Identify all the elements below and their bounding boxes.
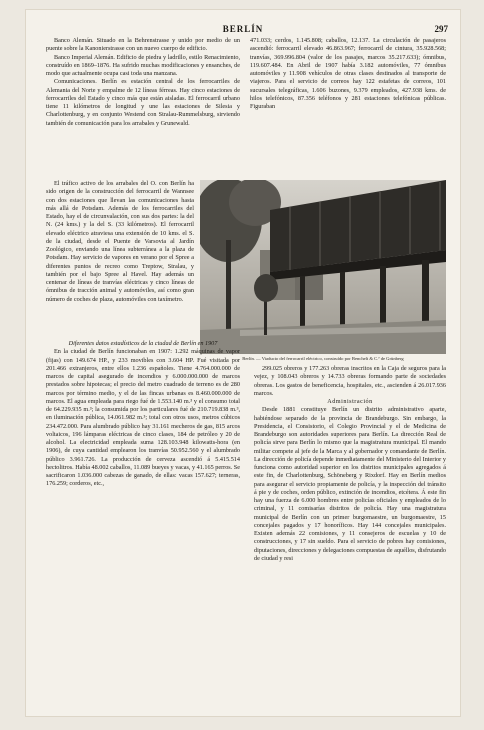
paragraph: En la ciudad de Berlín funcionaban en 1907: 1.292 máquinas de vapor (fijas) con 149.674 HP., y 233 movibles con 3.604 HP. Fué visitada por 201.466 extranjeros, entre ellos 1.236 españoles. Tiene 4.764.000.000 de marcos de capital asegurado de incendios y 6.000.000.000 de marcos prestados sobre hipotecas; el precio del metro cuadrado de terreno es de 280 marcos por término medio, y el de las fincas urbanas es 8.460.000.000 de marcos. El agua empleada para riego fué de 1.553.140 m.³ y el consumo total de 64.229.935 m.³; la consumida por los particulares fué de 210.719.838 m.³, en iluminación pública, 14.061.982 m.³; total con otros usos, metros cúbicos 234.472.000. Para alumbrado público hay 31.161 mecheros de gas, 815 arcos voltaicos, 196 lámparas eléctricas de cinco clases, 184 de petróleo y 20 de alcohol. La electricidad empleada suma 128.103.948 kilowatts-hora (en 1906), de cuya cantidad emplearon los tranvías 50.952.560 y el alumbrado público 3.961.726. La producción de cerveza ascendió á 5.415.514 hectolitros. Había 48.002 caballos, 11.089 bueyes y vacas, y 41.165 perros. Se sacrificaron 1.036.000 cabezas de ganado, de ellas: vacas 157.627; terneras, 176.259; corderos, etc., xyxy=(46,348,240,488)
running-header xyxy=(26,24,460,36)
right-column-top xyxy=(250,37,446,111)
paragraph: Comunicaciones. Berlín es estación central de los ferrocarriles de Alemania del Norte y empalme de 12 líneas férreas. Hay cinco estaciones de ferrocarriles del Estado y cinco más que están aisladas. El ferrocarril urbano tiene 11 kilómetros de longitud y une las estaciones de Silesia y Charlottenburg, y en conjunto Westend con Stralau-Rummelsburg, sirviendo también de comunicación para los arrabales y Grunewald. xyxy=(46,78,240,127)
photo-caption: Berlín. — Viaducto del ferrocarril eléctrico, construído por Benchelt & C.ª de Grünberg xyxy=(242,356,404,361)
paragraph: 299.025 obreros y 177.263 obreras inscritos en la Caja de seguros para la vejez, y 108.043 obreros y 14.733 obreras formando parte de sociedades obreras. Los gastos de beneficencia, hospitales, etc., ascienden á 26.017.936 marcos. xyxy=(254,365,446,397)
running-title: BERLÍN xyxy=(222,24,264,34)
paragraph: Desde 1881 constituye Berlín un distrito administrativo aparte, habiéndose separado de la provincia de Brandeburgo. Sin embargo, la Presidencia, el Consistorio, el Colegio Provincial y el de Medicina de Brandeburgo son autoridades superiores para Berlín. La dirección Real de policía sirve para Berlín lo mismo que la magistratura municipal. El mando militar compete al jefe de la Marca y al gobernador y comandante de Berlín. La dirección de policía depende inmediatamente del Ministerio del Interior y funciona como autoridad superior en los distritos municipales agregados á este fin, de Charlottenburg, Schöneberg y Rixdorf. Hay en Berlín medios para asegurar el servicio propiamente de policía, y la inspección del tránsito á pie y de coches, orden público, extinción de incendios, etcétera. Á este fin hay una fuerza de 6.000 hombres entre policías oficiales y empleados de lo criminal, y 11 comisarías distritos de policía. Hay una magistratura municipal de Berlín con un primer burgomaestre, un burgomaestre, 15 concejales pagados y 17 honoríficos. Hay 144 concejales municipales. Existen además 22 comisiones, y 11 consejeros de escuelas y 10 de construcciones, y 17 sin sueldo. Para el servicio de pobres hay comisiones, diputaciones, direcciones y delegaciones compuestas de aquéllos, disfrutando de ciudad y resi xyxy=(254,406,446,562)
paragraph: Banco Imperial Alemán. Edificio de piedra y ladrillo, estilo Renacimiento, construído en 1869–1876. Ha sufrido muchas modificaciones y ensanches, de modo que actualmente ocupa casi toda una manzana. xyxy=(46,53,240,77)
left-column-bottom xyxy=(46,340,240,489)
paragraph: 471.033; cerdos, 1.145.808; caballos, 12.137. La circulación de pasajeros ascendió: ferrocarril elevado 46.863.967; ferrocarril de cintura, 35.928.568; tranvías, 369.996.804 (valor de los pasajes, marcos 35.217.633); ómnibus, 119.607.484. En Abril de 1907 había 3.182 automóviles, 77 ómnibus automóviles y 11.908 vehículos de otras clases destinados al transporte de viajeros. Para el servicio de correos hay 122 estafetas de correos, 101 sucursales telegráficas, 1.606 buzones, 9.379 empleados, 427.938 kms. de hilos telefónicos, 87.356 teléfonos y 281 estaciones telefónicas públicas. Figuraban xyxy=(250,37,446,110)
admin-heading: Administración xyxy=(327,398,373,405)
viaduct-illustration xyxy=(200,180,446,354)
left-column-mid xyxy=(46,180,194,304)
paragraph: El tráfico activo de los arrabales del O. con Berlín ha sido origen de la construcción del ferrocarril de Wannsee con dos estaciones que llevan las comunicaciones hasta más allá de Potsdam. Además de los ferrocarriles del Estado, hay el de circunvalación, con sus dos partes: la del N. (24 kms.) y la del S. (33 kilómetros). El ferrocarril elevado eléctrico atraviesa una extensión de 10 kms. el S. de la ciudad, desde el Puente de Varsovia al Jardín Zoológico, enviando una línea subterránea a la plaza de Potsdam. Hay servicio de vapores en verano por el Spree a diferentes puntos de recreo como Treptow, Stralau, y también por el bajo Spree al Havel. Hay además un centenar de líneas de tranvías eléctricas y cinco líneas de ómnibus de tracción animal y automóviles, así como gran número de coches de plaza, automóviles con taxímetro. xyxy=(46,180,194,303)
page-number: 297 xyxy=(434,24,448,34)
stats-heading: Diferentes datos estadísticos de la ciudad de Berlín en 1907 xyxy=(68,340,218,347)
left-column-top xyxy=(46,37,240,128)
right-column-bottom xyxy=(254,365,446,563)
elevated-railway-photo xyxy=(200,180,446,354)
paragraph: Banco Alemán. Situado en la Behrenstrasse y unido por medio de un puente sobre la Kanonierstrasse con un nuevo cuerpo de edificio. xyxy=(46,37,240,53)
page xyxy=(26,10,460,716)
